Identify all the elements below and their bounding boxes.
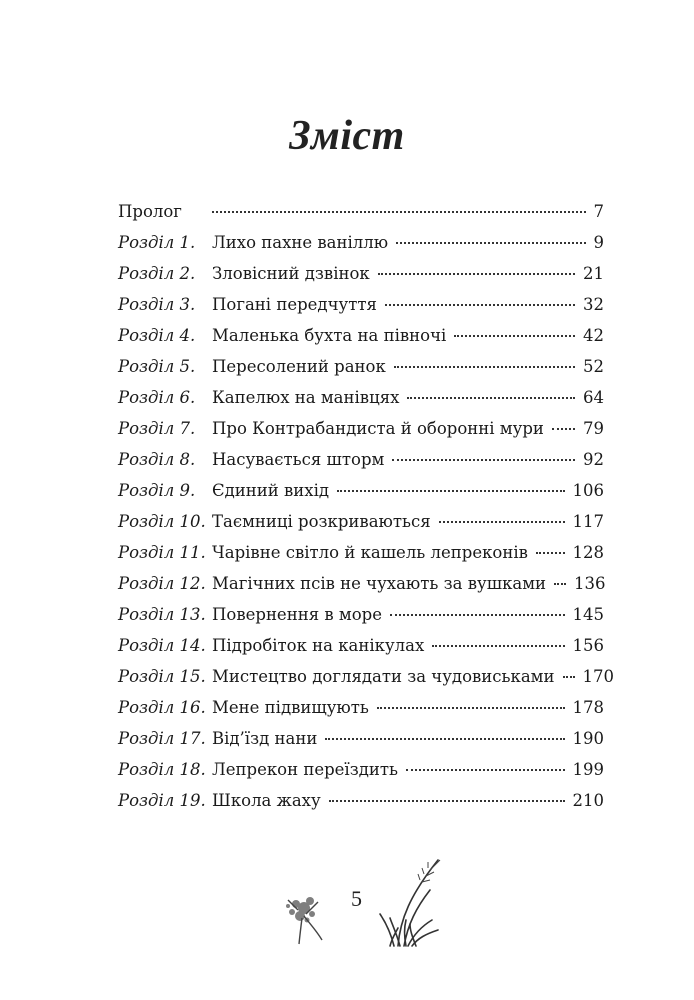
page-number: 52	[583, 357, 604, 376]
page-number: 9	[593, 233, 604, 252]
chapter-title: Насувається шторм	[212, 450, 385, 469]
toc-row	[118, 785, 604, 816]
toc-row	[118, 661, 615, 692]
chapter-label: Розділ 14.	[118, 636, 206, 655]
page-number: 156	[572, 636, 604, 655]
page-number: 145	[572, 605, 604, 624]
page-number: 117	[572, 512, 604, 531]
toc-row	[118, 506, 604, 537]
dot-leader	[325, 738, 564, 740]
dot-leader	[536, 552, 565, 554]
toc-row	[118, 754, 604, 785]
page-number: 128	[572, 543, 604, 562]
page-number: 7	[593, 202, 604, 221]
toc-row	[118, 382, 604, 413]
dot-leader	[406, 769, 565, 771]
chapter-label: Розділ 16.	[118, 698, 206, 717]
chapter-title: Капелюх на манівцях	[212, 388, 400, 407]
dot-leader	[432, 645, 564, 647]
dot-leader	[563, 676, 575, 678]
chapter-title: Пересолений ранок	[212, 357, 386, 376]
chapter-label: Розділ 7.	[118, 419, 196, 438]
dot-leader	[552, 428, 575, 430]
toc-row	[118, 351, 604, 382]
grass-illustration	[378, 850, 458, 950]
dot-leader	[390, 614, 565, 616]
chapter-label: Розділ 8.	[118, 450, 196, 469]
chapter-title: Про Контрабандиста й оборонні мури	[212, 419, 544, 438]
chapter-title: Школа жаху	[212, 791, 321, 810]
chapter-label: Розділ 9.	[118, 481, 196, 500]
page-number-folio: 5	[351, 886, 362, 911]
dot-leader	[394, 366, 575, 368]
chapter-label: Розділ 10.	[118, 512, 206, 531]
toc-row	[118, 475, 604, 506]
toc-row	[118, 723, 604, 754]
chapter-title: Від’їзд нани	[212, 729, 318, 748]
page-number: 79	[583, 419, 604, 438]
chapter-label: Розділ 15.	[118, 667, 206, 686]
table-of-contents	[118, 196, 615, 816]
chapter-title: Повернення в море	[212, 605, 382, 624]
chapter-title: Мистецтво доглядати за чудовиськами	[212, 667, 555, 686]
toc-row	[118, 630, 604, 661]
page-number: 170	[582, 667, 615, 686]
chapter-title: Мене підвищують	[212, 698, 369, 717]
chapter-label: Розділ 3.	[118, 295, 196, 314]
page-title: Зміст	[289, 113, 405, 160]
toc-row	[118, 444, 604, 475]
page-number: 190	[572, 729, 604, 748]
page-number: 136	[574, 574, 606, 593]
chapter-title: Погані передчуття	[212, 295, 377, 314]
dandelion-illustration	[280, 890, 340, 950]
page-number: 42	[583, 326, 604, 345]
page-number: 64	[583, 388, 604, 407]
chapter-label: Розділ 5.	[118, 357, 196, 376]
chapter-title: Магічних псів не чухають за вушками	[212, 574, 547, 593]
chapter-label: Розділ 11.	[118, 543, 206, 562]
chapter-title: Підробіток на канікулах	[212, 636, 425, 655]
toc-row-prologue	[118, 196, 604, 227]
toc-row	[118, 320, 604, 351]
chapter-title: Зловісний дзвінок	[212, 264, 370, 283]
toc-row	[118, 537, 604, 568]
dot-leader	[329, 800, 565, 802]
toc-row	[118, 568, 604, 599]
page-number: 21	[583, 264, 604, 283]
toc-row	[118, 692, 604, 723]
chapter-label: Розділ 19.	[118, 791, 206, 810]
chapter-title: Чарівне світло й кашель лепреконів	[212, 543, 528, 562]
dot-leader	[337, 490, 564, 492]
chapter-title: Лихо пахне ваніллю	[212, 233, 389, 252]
chapter-label: Розділ 6.	[118, 388, 196, 407]
page-number: 178	[572, 698, 604, 717]
dot-leader	[377, 707, 565, 709]
dot-leader	[396, 242, 585, 244]
page-number: 199	[572, 760, 604, 779]
dot-leader	[439, 521, 565, 523]
dot-leader	[454, 335, 575, 337]
dot-leader	[212, 211, 586, 213]
chapter-title: Єдиний вихід	[212, 481, 330, 500]
dot-leader	[378, 273, 575, 275]
dot-leader	[385, 304, 575, 306]
toc-row	[118, 227, 604, 258]
page-number: 92	[583, 450, 604, 469]
chapter-label: Розділ 2.	[118, 264, 196, 283]
prologue-label: Пролог	[118, 202, 182, 221]
chapter-label: Розділ 12.	[118, 574, 206, 593]
toc-row	[118, 599, 604, 630]
chapter-label: Розділ 18.	[118, 760, 206, 779]
dot-leader	[407, 397, 575, 399]
chapter-label: Розділ 17.	[118, 729, 206, 748]
toc-row	[118, 413, 604, 444]
chapter-label: Розділ 4.	[118, 326, 196, 345]
page-number: 32	[583, 295, 604, 314]
page-footer	[0, 850, 694, 970]
toc-row	[118, 289, 604, 320]
chapter-label: Розділ 13.	[118, 605, 206, 624]
chapter-label: Розділ 1.	[118, 233, 196, 252]
page-number: 210	[572, 791, 604, 810]
chapter-title: Таємниці розкриваються	[212, 512, 431, 531]
page-number: 106	[572, 481, 604, 500]
dot-leader	[554, 583, 566, 585]
toc-row	[118, 258, 604, 289]
chapter-title: Маленька бухта на півночі	[212, 326, 447, 345]
dot-leader	[392, 459, 575, 461]
chapter-title: Лепрекон переїздить	[212, 760, 398, 779]
